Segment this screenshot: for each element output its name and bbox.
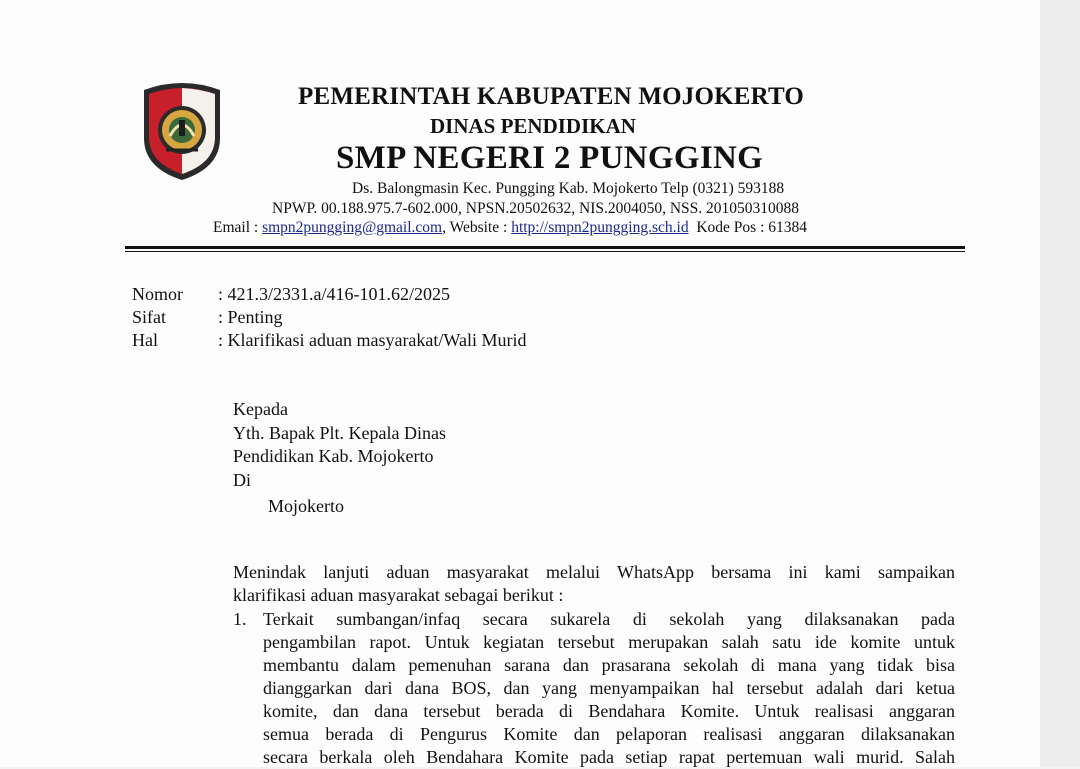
list-item-line: dianggarkan dari dana BOS, dan yang menyampaikan hal tersebut adalah dari ketua — [263, 678, 955, 698]
website-link[interactable]: http://smpn2pungging.sch.id — [511, 219, 689, 236]
postcode: Kode Pos : 61384 — [696, 219, 808, 236]
list-item-line: Terkait sumbangan/infaq secara sukarela di sekolah yang dilaksanakan pada — [263, 609, 955, 629]
list-item-number: 1. — [233, 609, 247, 629]
recipient-city: Mojokerto — [268, 496, 344, 516]
school-name: SMP NEGERI 2 PUNGGING — [336, 140, 764, 176]
letterhead-divider-thin — [125, 251, 965, 252]
regency-shield-emblem-icon — [140, 80, 224, 182]
recipient-line: Kepada — [233, 399, 288, 419]
letter-meta — [132, 283, 526, 352]
recipient-line: Pendidikan Kab. Mojokerto — [233, 446, 434, 466]
letterhead-divider — [125, 246, 965, 249]
intro-line: Menindak lanjuti aduan masyarakat melalui WhatsApp bersama ini kami sampaikan — [233, 562, 955, 582]
recipient-block — [233, 398, 446, 519]
list-item-line: komite, dan dana tersebut berada di Bendahara Komite. Untuk realisasi anggaran — [263, 701, 955, 721]
meta-label: Hal — [132, 330, 158, 350]
registration-numbers: NPWP. 00.188.975.7-602.000, NPSN.20502632, NIS.2004050, NSS. 201050310088 — [272, 200, 800, 217]
page-edge — [1040, 0, 1080, 767]
list-item-line: semua berada di Pengurus Komite dan pelaporan realisasi anggaran dilaksanakan — [263, 724, 955, 744]
meta-value: : Klarifikasi aduan masyarakat/Wali Murid — [218, 330, 527, 350]
letter-body — [233, 561, 955, 769]
meta-value: : 421.3/2331.a/416-101.62/2025 — [218, 284, 450, 304]
meta-row-nomor — [132, 283, 526, 306]
email-link[interactable]: smpn2pungging@gmail.com — [262, 219, 443, 236]
school-address: Ds. Balongmasin Kec. Pungging Kab. Mojokerto Telp (0321) 593188 — [352, 180, 785, 197]
list-item — [233, 608, 955, 769]
list-item-text — [263, 608, 955, 769]
meta-label: Sifat — [132, 307, 166, 327]
meta-label: Nomor — [132, 284, 183, 304]
recipient-line: Di — [233, 469, 251, 490]
email-label: Email : — [213, 219, 259, 236]
meta-row-sifat — [132, 306, 526, 329]
list-item-line: membantu dalam pemenuhan sarana dan prasarana sekolah di mana yang tidak bisa — [263, 655, 955, 675]
list-item-line: pengambilan rapot. Untuk kegiatan tersebut merupakan salah satu ide komite untuk — [263, 632, 955, 652]
government-name: PEMERINTAH KABUPATEN MOJOKERTO — [298, 83, 805, 110]
contact-line — [213, 219, 807, 237]
website-label: , Website : — [442, 219, 508, 236]
meta-value: : Penting — [218, 307, 283, 327]
intro-line: klarifikasi aduan masyarakat sebagai berikut : — [233, 585, 564, 605]
recipient-line: Yth. Bapak Plt. Kepala Dinas — [233, 422, 446, 443]
meta-row-hal — [132, 329, 526, 352]
department-name: DINAS PENDIDIKAN — [430, 114, 636, 138]
list-item-line: secara berkala oleh Bendahara Komite pada setiap rapat pertemuan wali murid. Salah — [263, 747, 955, 767]
